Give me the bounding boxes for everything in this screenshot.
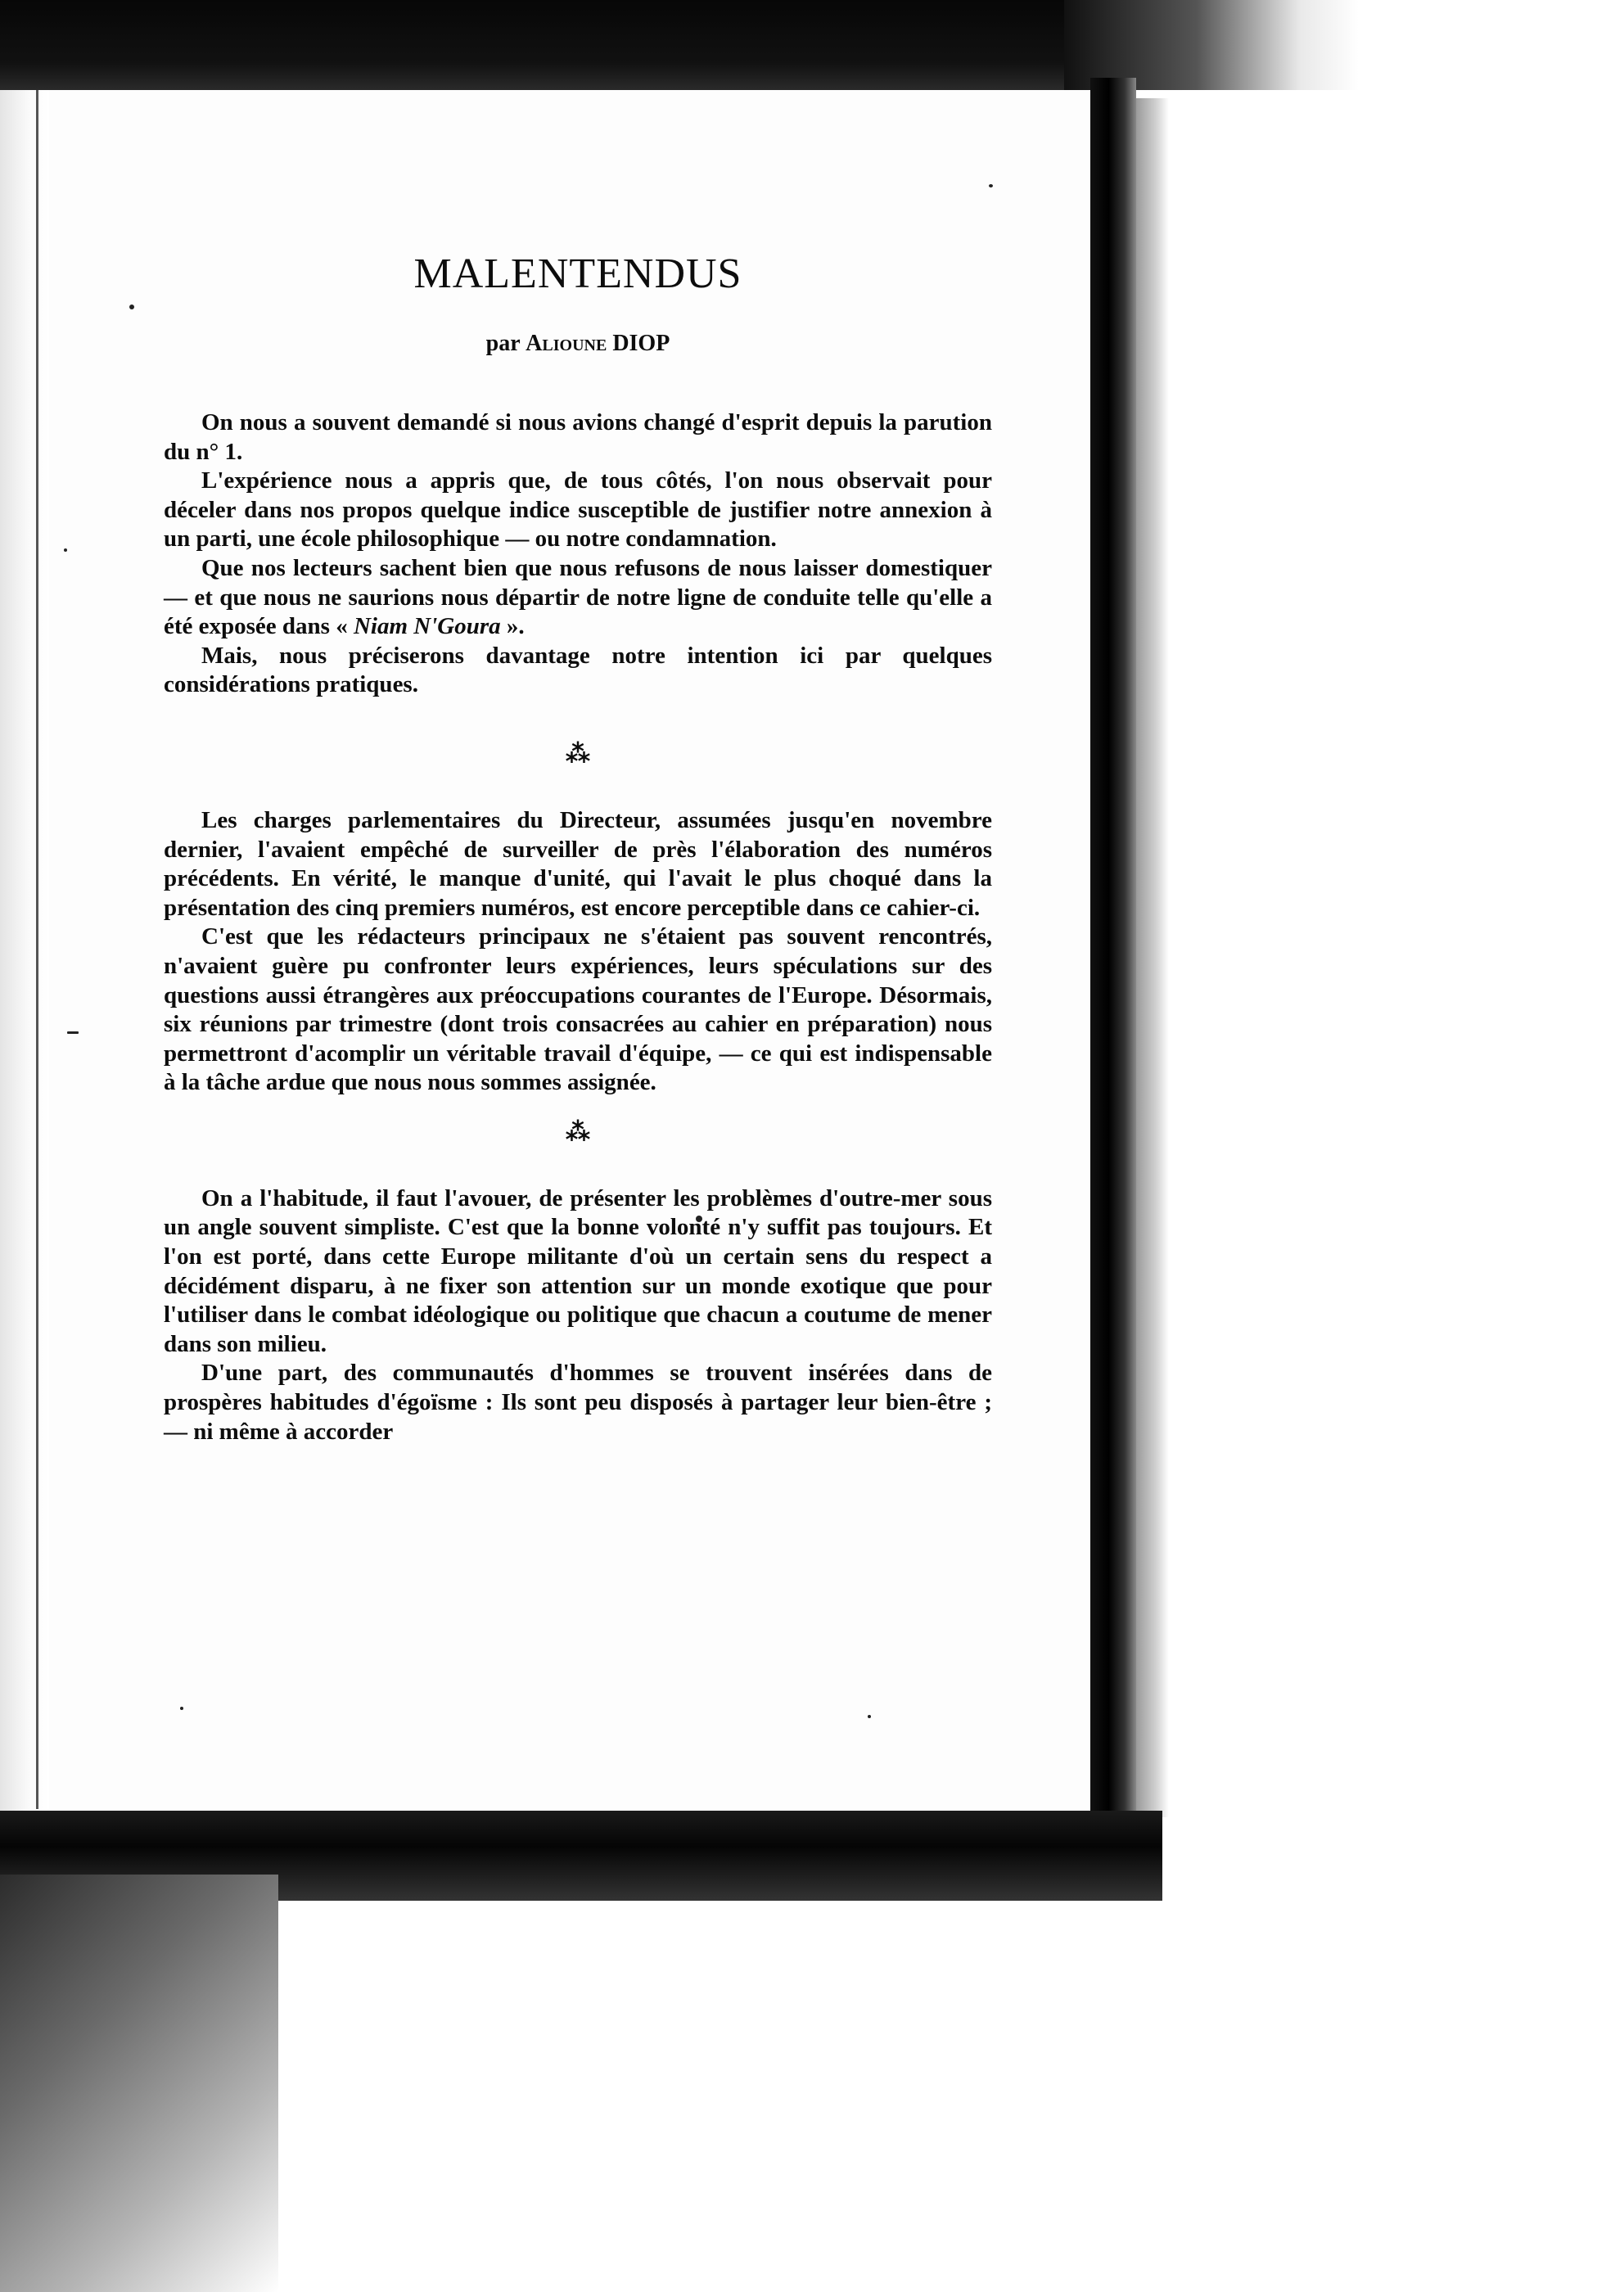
article-title: MALENTENDUS [413,250,742,297]
paragraph [164,554,992,642]
printed-page [49,90,1090,1809]
paragraph: Les charges parlementaires du Directeur, assumées jusqu'en novembre dernier, l'avaient empêché de surveiller de près l'élaboration des numéros précédents. En vérité, le manque d'unité, qui l'avait le plus choqué dans la présentation des cinq premiers numéros, est encore perceptible dans ce cahier-ci. [164,806,992,921]
section-separator [164,739,992,769]
print-speck [868,1715,871,1718]
paragraph-text: ». [500,613,525,640]
scan-top-border-fade [1064,0,1359,90]
scan-top-border [0,0,1162,90]
scan-corner-shadow [0,1875,278,2292]
section-1 [164,408,992,700]
scan-right-shadow [1136,98,1169,1817]
asterism-glyph: ⁂ [565,739,591,769]
article-byline [164,330,992,358]
print-speck [67,1031,79,1034]
author-last-name: DIOP [612,331,670,356]
article [164,250,992,1446]
print-speck [989,184,993,187]
byline-prefix: par [485,331,526,356]
cited-title: Niam N'Goura [353,613,501,640]
section-separator [164,1117,992,1147]
section-2 [164,806,992,1098]
scan-left-shadow [0,82,49,1825]
print-speck [129,305,134,309]
scan-right-border [1090,78,1136,1821]
section-3 [164,1184,992,1446]
paragraph: D'une part, des communautés d'hommes se trouvent insérées dans de prospères habitudes d'égoïsme : Ils sont peu disposés à partager leur bien-être ; — ni même à accorder [164,1360,992,1445]
paragraph: L'expérience nous a appris que, de tous côtés, l'on nous observait pour déceler dans nos propos quelque indice susceptible de justifier notre annexion à un parti, une école philosophique — ou notre condamnation. [164,467,992,553]
print-speck [180,1707,183,1710]
paragraph-text: Que nos lecteurs sachent bien que nous refusons de nous laisser domestiquer — et que nous ne saurions nous départir de notre ligne de conduite telle qu'elle a été exposée dans « [164,554,992,640]
asterism-glyph: ⁂ [565,1117,591,1147]
paragraph: C'est que les rédacteurs principaux ne s'étaient pas souvent rencontrés, n'avaient guère pu confronter leurs expériences, leurs spéculations sur des questions aussi étrangères aux préoccupations courantes de l'Europe. Désormais, six réunions par trimestre (dont trois consacrées au cahier en préparation) nous permettront d'acomplir un véritable travail d'équipe, — ce qui est indispensable à la tâche ardue que nous nous sommes assignée. [164,923,992,1096]
paragraph: On nous a souvent demandé si nous avions changé d'esprit depuis la parution du n° 1. [164,409,992,465]
print-speck [64,548,67,552]
paragraph: On a l'habitude, il faut l'avouer, de présenter les problèmes d'outre-mer sous un angle souvent simpliste. C'est que la bonne volonté n'y suffit pas toujours. Et l'on est porté, dans cette Europe militante d'où un certain sens du respect a décidément disparu, à ne fixer son attention sur un monde exotique que pour l'utiliser dans le combat idéologique ou politique que chacun a coutume de mener dans son milieu. [164,1184,992,1357]
paragraph: Mais, nous préciserons davantage notre intention ici par quelques considérations pratiques. [164,642,992,698]
scan-left-edge [36,90,38,1809]
author-first-name: Alioune [526,331,607,356]
